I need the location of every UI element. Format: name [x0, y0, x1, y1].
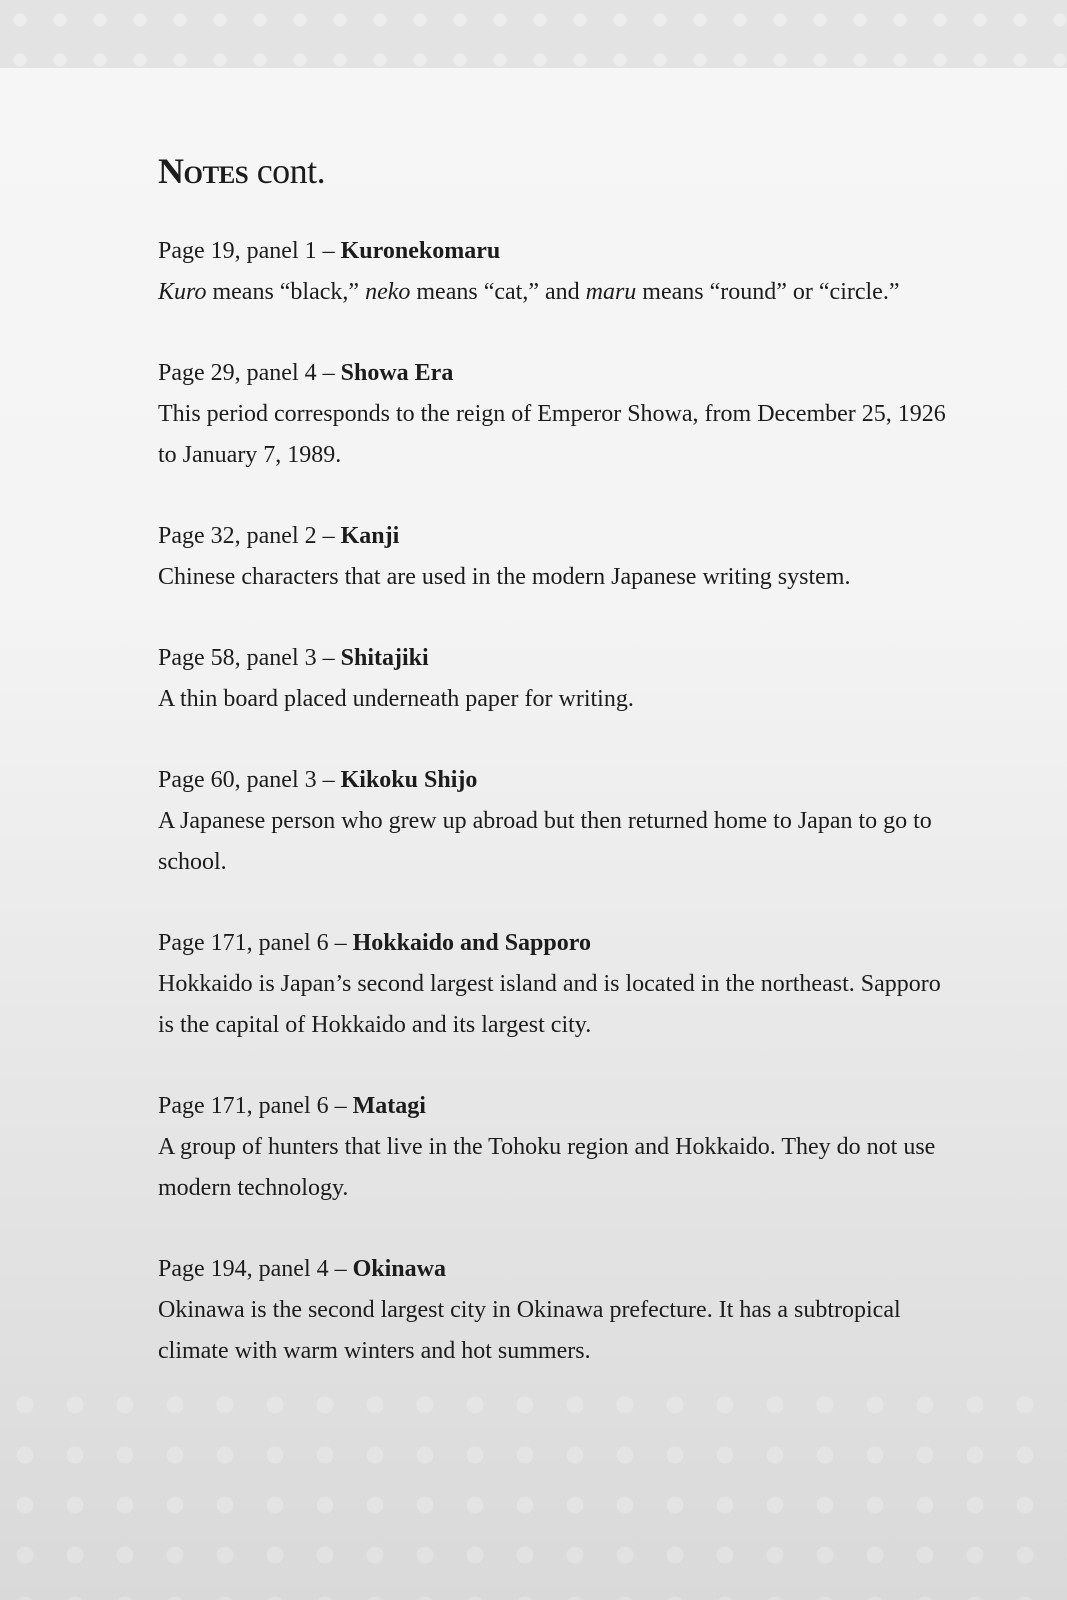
- note-text-part: means “round” or “circle.”: [636, 279, 900, 306]
- note-reference: [158, 923, 958, 964]
- note-page-ref: Page 29, panel 4 –: [158, 360, 341, 387]
- page-title: [158, 150, 958, 193]
- note-item: [158, 923, 958, 1046]
- note-reference: [158, 1086, 958, 1127]
- note-item: [158, 353, 958, 476]
- note-description: Hokkaido is Japan’s second largest island and is located in the northeast. Sapporo is the capital of Hokkaido and its largest city.: [158, 971, 941, 1039]
- note-description: Okinawa is the second largest city in Okinawa prefecture. It has a subtropical climate with warm winters and hot summers.: [158, 1297, 901, 1365]
- note-text-part: means “cat,” and: [410, 279, 586, 306]
- note-term: Matagi: [352, 1093, 426, 1120]
- note-text-part: neko: [365, 279, 411, 306]
- note-reference: [158, 760, 958, 801]
- note-page-ref: Page 58, panel 3 –: [158, 645, 341, 672]
- note-term: Showa Era: [340, 360, 454, 387]
- note-term: Hokkaido and Sapporo: [352, 930, 591, 957]
- note-reference: [158, 638, 958, 679]
- note-text-part: means “black,”: [206, 279, 366, 306]
- notes-page: [158, 150, 958, 1412]
- top-decorative-band: [0, 0, 1067, 68]
- page-title-main: Notes: [158, 151, 249, 191]
- note-reference: [158, 231, 958, 272]
- note-item: [158, 760, 958, 883]
- note-text-part: maru: [585, 279, 637, 306]
- bottom-decorative-pattern: [0, 1380, 1067, 1600]
- note-term: Shitajiki: [340, 645, 429, 672]
- note-item: [158, 638, 958, 720]
- note-term: Kanji: [340, 523, 400, 550]
- note-page-ref: Page 171, panel 6 –: [158, 930, 353, 957]
- note-description: A thin board placed underneath paper for writing.: [158, 686, 634, 713]
- note-description: [158, 272, 958, 313]
- note-term: Kuronekomaru: [340, 238, 501, 265]
- note-item: [158, 516, 958, 598]
- note-description: This period corresponds to the reign of Emperor Showa, from December 25, 1926 to January 7, 1989.: [158, 401, 946, 469]
- note-reference: [158, 516, 958, 557]
- note-item: [158, 1249, 958, 1372]
- page-title-suffix: cont.: [256, 151, 326, 191]
- note-page-ref: Page 60, panel 3 –: [158, 767, 341, 794]
- note-reference: [158, 1249, 958, 1290]
- note-text-part: Kuro: [158, 279, 207, 306]
- note-page-ref: Page 194, panel 4 –: [158, 1256, 353, 1283]
- note-term: Okinawa: [352, 1256, 446, 1283]
- note-description: A Japanese person who grew up abroad but then returned home to Japan to go to school.: [158, 808, 932, 876]
- note-page-ref: Page 19, panel 1 –: [158, 238, 341, 265]
- note-page-ref: Page 32, panel 2 –: [158, 523, 341, 550]
- note-term: Kikoku Shijo: [340, 767, 478, 794]
- note-item: [158, 1086, 958, 1209]
- note-item: [158, 231, 958, 313]
- note-description: A group of hunters that live in the Tohoku region and Hokkaido. They do not use modern technology.: [158, 1134, 936, 1202]
- note-description: Chinese characters that are used in the modern Japanese writing system.: [158, 564, 851, 591]
- note-reference: [158, 353, 958, 394]
- note-page-ref: Page 171, panel 6 –: [158, 1093, 353, 1120]
